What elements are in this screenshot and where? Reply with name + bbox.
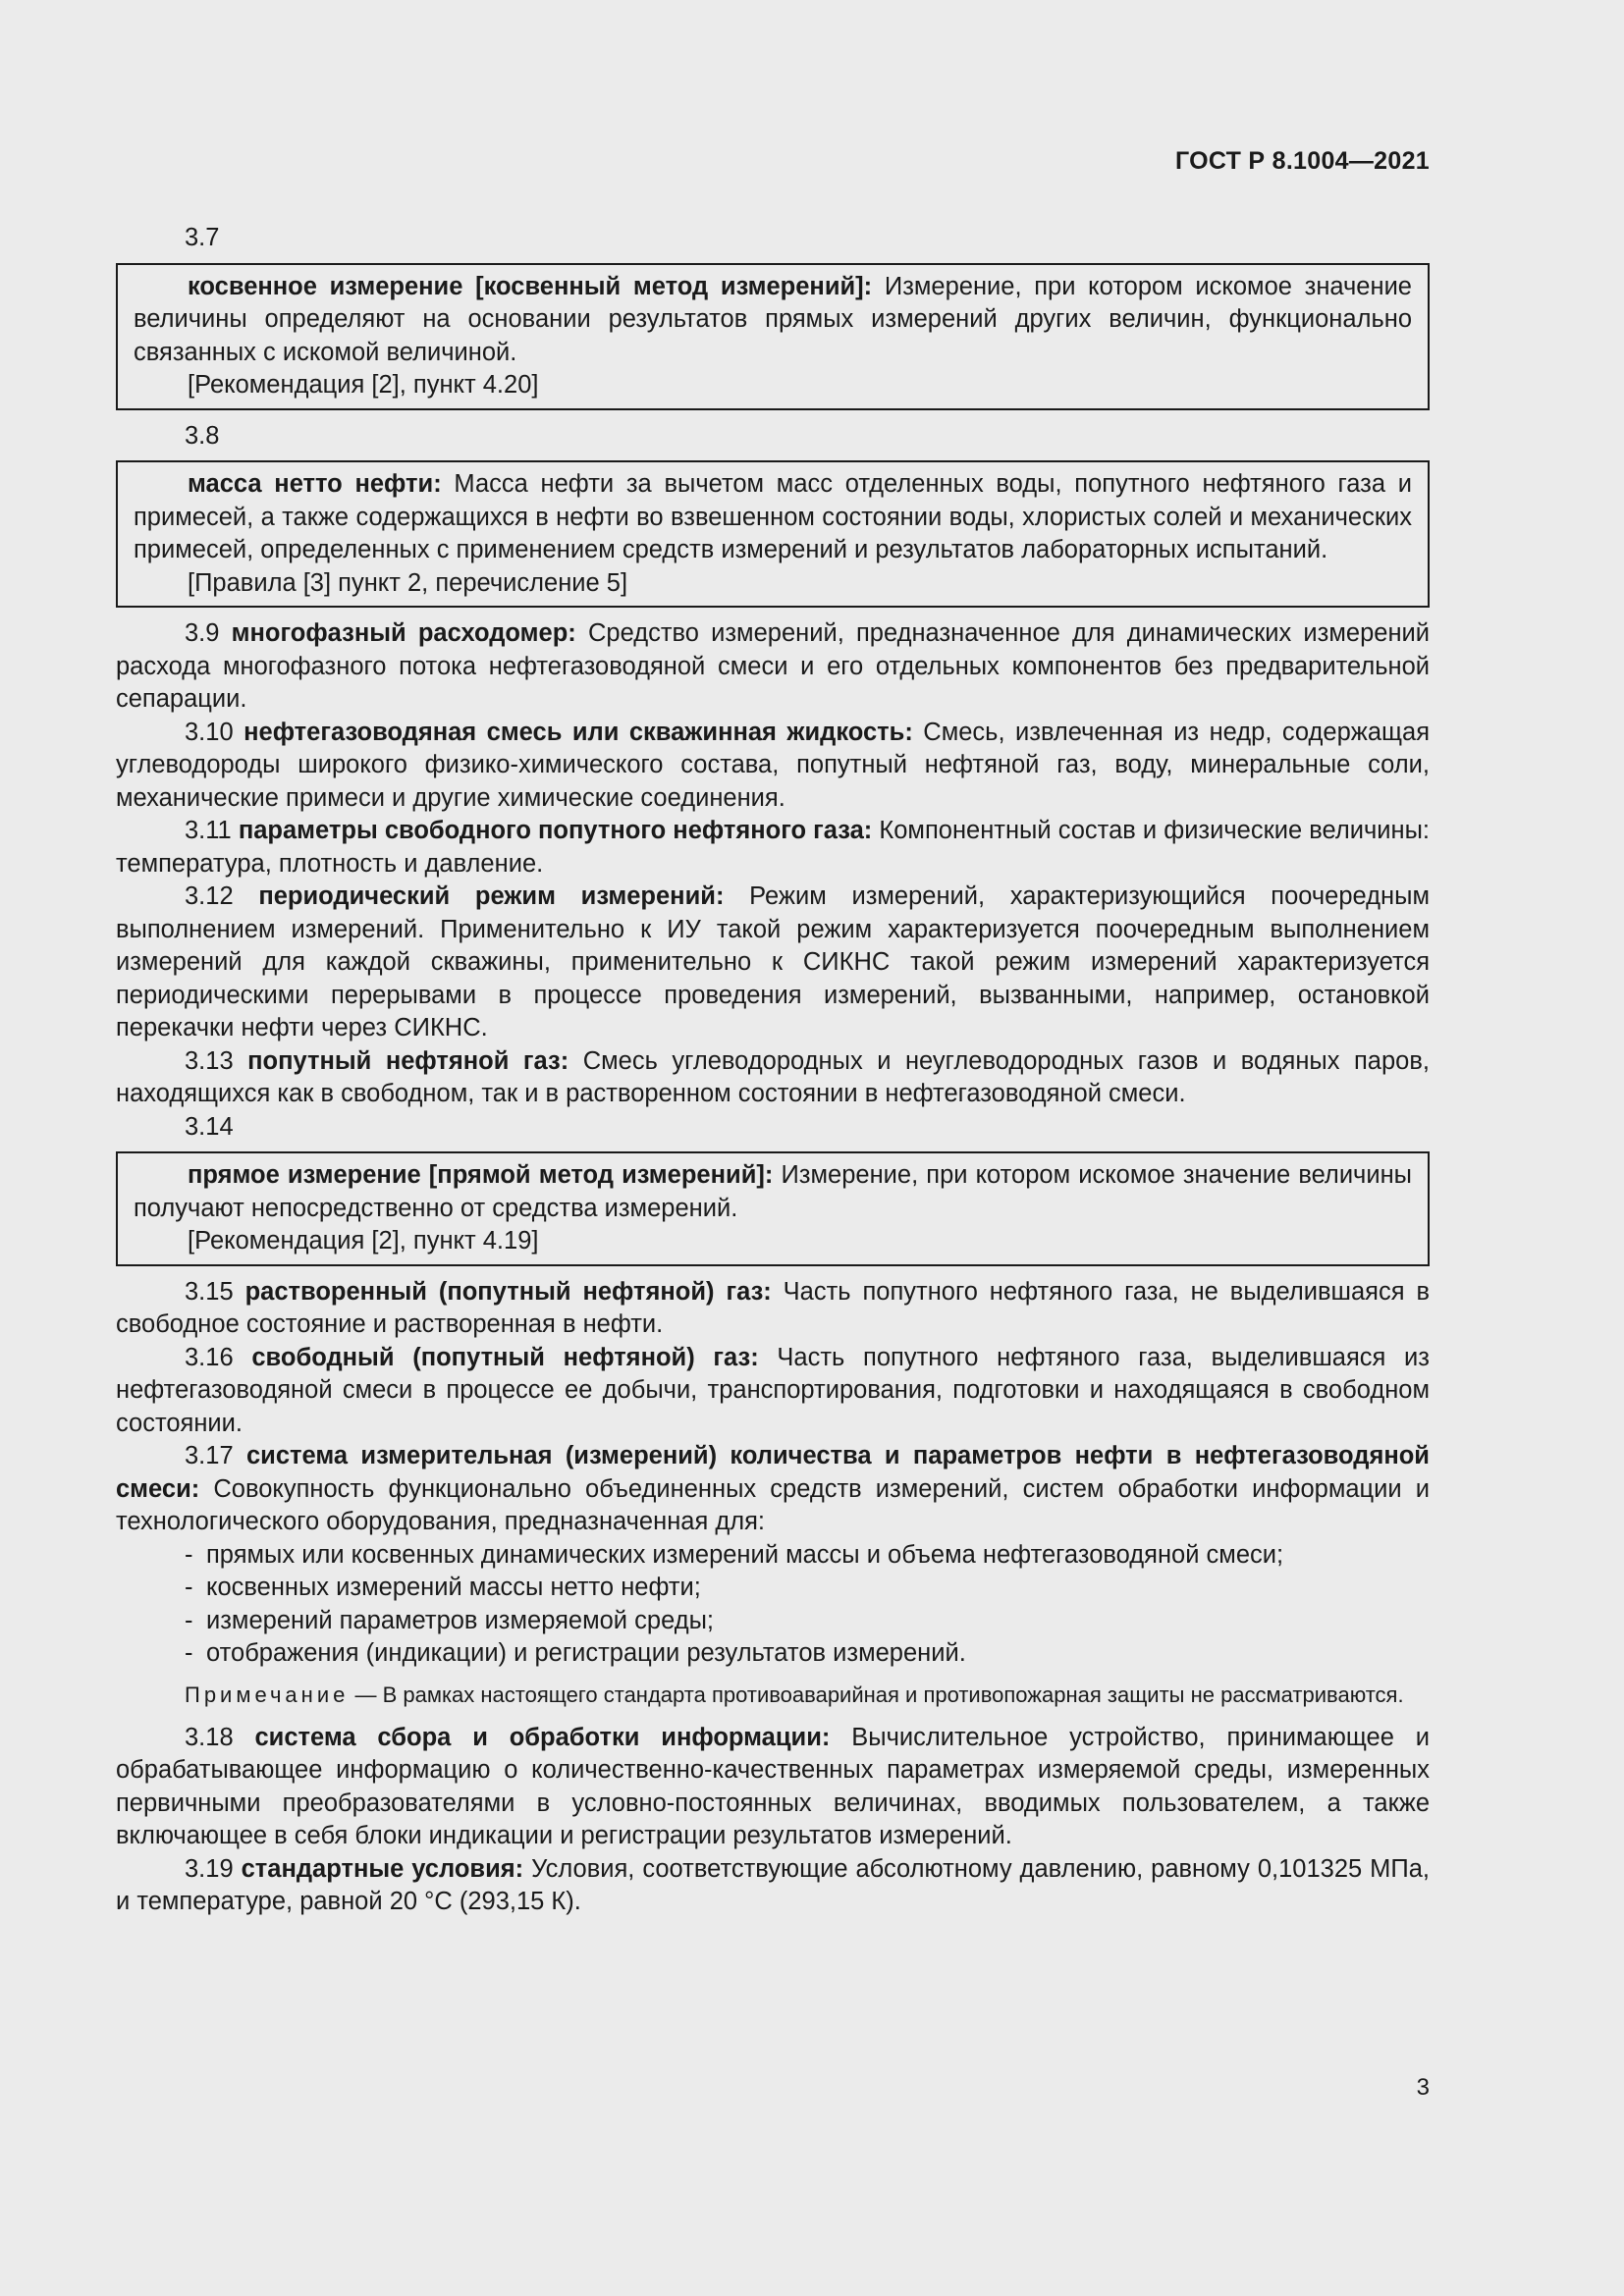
term-definition	[116, 815, 1430, 881]
term-title: нефтегазоводяная смесь или скважинная жидкость:	[244, 718, 913, 746]
term-title: прямое измерение [прямой метод измерений]:	[188, 1161, 774, 1189]
term-title: система сбора и обработки информации:	[254, 1723, 831, 1751]
term-title: попутный нефтяной газ:	[247, 1046, 569, 1075]
term-text: Часть попутного нефтяного газа, выделившаяся из нефтегазоводяной смеси в процессе ее добычи, транспортирования, подготовки и находящаяся в свободном состоянии.	[116, 1343, 1430, 1437]
term-title: система измерительная (измерений) количества и параметров нефти в нефтегазоводяной смеси:	[116, 1442, 1430, 1503]
term-definition	[116, 1853, 1430, 1919]
term-definition	[134, 1159, 1412, 1225]
term-title: свободный (попутный нефтяной) газ:	[251, 1343, 759, 1371]
list-item: - прямых или косвенных динамических измерений массы и объема нефтегазоводяной смеси;	[185, 1539, 1430, 1573]
term-definition	[116, 717, 1430, 816]
document-id: ГОСТ Р 8.1004—2021	[1174, 147, 1430, 175]
term-text: Измерение, при котором искомое значение величины определяют на основании результатов прямых измерений других величин, функционально связанных с искомой величиной.	[134, 272, 1412, 366]
term-definition	[116, 881, 1430, 1045]
term-definition	[116, 1342, 1430, 1441]
list-item: - измерений параметров измеряемой среды;	[185, 1605, 1430, 1638]
term-title: косвенное измерение [косвенный метод измерений]:	[188, 272, 873, 300]
term-number: 3.12	[185, 882, 234, 910]
term-text: Средство измерений, предназначенное для динамических измерений расхода многофазного потока нефтегазоводяной смеси и его отдельных компонентов без предварительной сепарации.	[116, 619, 1431, 713]
term-box	[116, 460, 1430, 608]
term-number: 3.7	[185, 224, 220, 251]
list-item: - отображения (индикации) и регистрации результатов измерений.	[185, 1637, 1430, 1671]
term-text: Режим измерений, характеризующийся поочередным выполнением измерений. Применительно к ИУ такой режим характеризуется поочередным выполнением измерений для каждой скважины, применительно к СИКНС такой режим измерений характеризуется периодическими перерывами в процессе проведения измерений, вызванными, например, остановкой перекачки нефти через СИКНС.	[116, 882, 1430, 1041]
term-number: 3.15	[185, 1277, 234, 1306]
term-text: Измерение, при котором искомое значение величины получают непосредственно от средства измерений.	[134, 1161, 1413, 1222]
term-text: Часть попутного нефтяного газа, не выделившаяся в свободное состояние и растворенная в нефти.	[116, 1277, 1430, 1338]
term-definition	[116, 617, 1430, 717]
purpose-list	[116, 1539, 1430, 1671]
term-title: периодический режим измерений:	[258, 882, 725, 910]
note-label: Примечание	[185, 1682, 350, 1707]
term-number: 3.9	[185, 619, 220, 647]
list-item: - косвенных измерений массы нетто нефти;	[185, 1572, 1430, 1605]
term-source: [Правила [3] пункт 2, перечисление 5]	[188, 568, 628, 597]
term-text: Компонентный состав и физические величины: температура, плотность и давление.	[116, 817, 1430, 878]
term-definition	[116, 1440, 1430, 1539]
term-source: [Рекомендация [2], пункт 4.19]	[188, 1227, 539, 1255]
term-title: параметры свободного попутного нефтяного газа:	[238, 817, 873, 844]
term-number: 3.14	[185, 1112, 234, 1141]
term-number: 3.8	[185, 421, 220, 450]
term-definition	[116, 1045, 1430, 1111]
term-title: растворенный (попутный нефтяной) газ:	[244, 1277, 772, 1306]
term-number: 3.11	[185, 817, 232, 844]
term-box	[116, 263, 1430, 410]
page-number: 3	[1416, 2074, 1430, 2101]
term-text: Вычислительное устройство, принимающее и обрабатывающее информацию о количественно-качественных параметрах измеряемой среды, измеренных первичными преобразователями в условно-постоянных величинах, вводимых пользователем, а также включающее в себя блоки индикации и регистрации результатов измерений.	[116, 1723, 1431, 1849]
term-title: стандартные условия:	[241, 1854, 524, 1883]
term-number: 3.17	[185, 1442, 234, 1469]
note	[116, 1681, 1430, 1710]
term-source: [Рекомендация [2], пункт 4.20]	[188, 371, 539, 399]
term-number: 3.19	[185, 1854, 234, 1883]
term-text: Смесь, извлеченная из недр, содержащая углеводороды широкого физико-химического состава, попутный нефтяной газ, воду, минеральные соли, механические примеси и другие химические соединения.	[116, 718, 1430, 812]
term-box	[116, 1151, 1430, 1266]
term-definition	[134, 271, 1412, 370]
term-definition	[116, 1276, 1430, 1342]
term-number: 3.16	[185, 1343, 234, 1371]
term-text: Условия, соответствующие абсолютному давлению, равному 0,101325 МПа, и температуре, равной 20 °С (293,15 К).	[116, 1854, 1430, 1915]
term-number: 3.10	[185, 718, 234, 746]
note-text: — В рамках настоящего стандарта противоаварийная и противопожарная защиты не рассматриваются.	[349, 1682, 1404, 1707]
term-text: Совокупность функционально объединенных средств измерений, систем обработки информации и технологического оборудования, предназначенная для:	[116, 1474, 1430, 1535]
term-definition	[134, 468, 1412, 567]
term-text: Масса нефти за вычетом масс отделенных воды, попутного нефтяного газа и примесей, а также содержащихся в нефти во взвешенном состоянии воды, хлористых солей и механических примесей, определенных с применением средств измерений и результатов лабораторных испытаний.	[134, 470, 1413, 563]
term-number: 3.13	[185, 1046, 234, 1075]
term-title: масса нетто нефти:	[188, 470, 442, 498]
term-title: многофазный расходомер:	[231, 619, 576, 647]
term-text: Смесь углеводородных и неуглеводородных газов и водяных паров, находящихся как в свободном, так и в растворенном состоянии в нефтегазоводяной смеси.	[116, 1046, 1430, 1107]
term-number: 3.18	[185, 1723, 234, 1751]
terms-content	[116, 222, 1430, 1919]
term-definition	[116, 1722, 1430, 1853]
